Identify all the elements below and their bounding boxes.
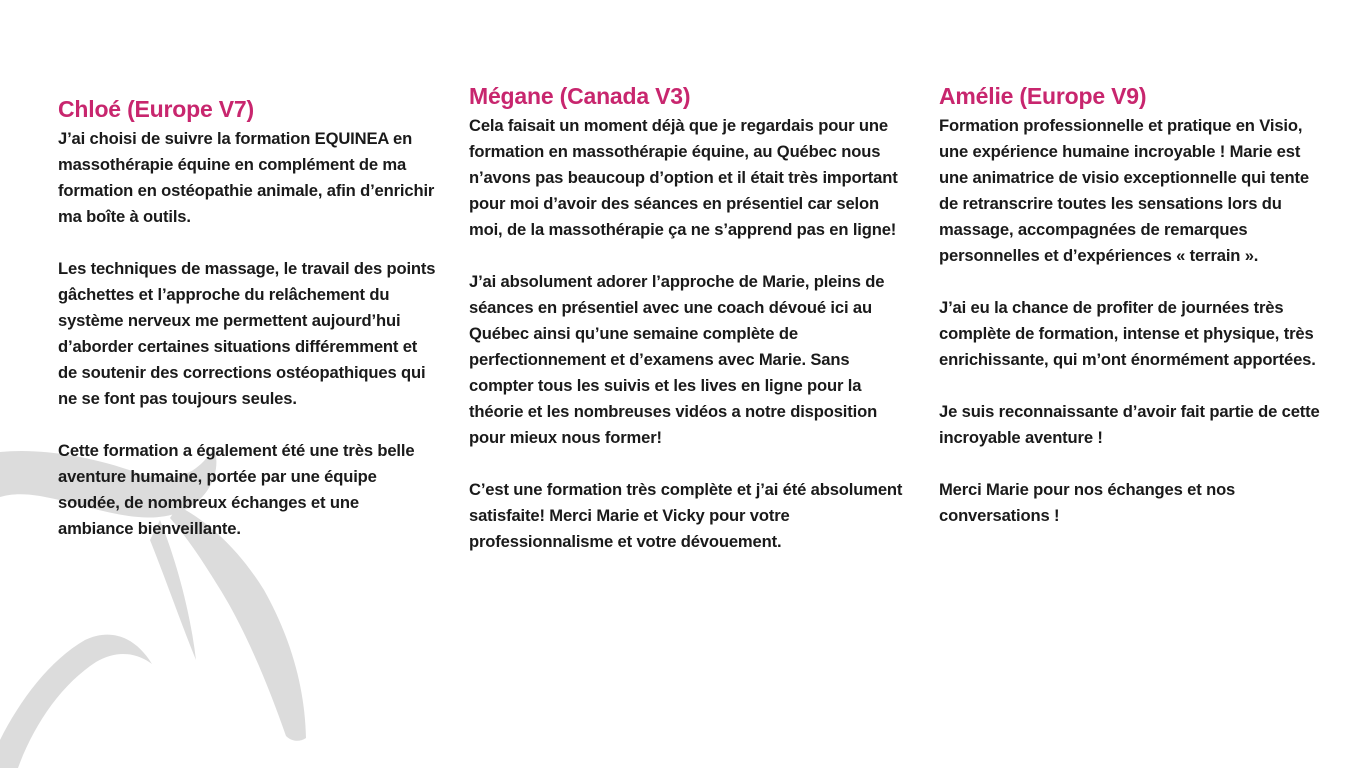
- testimonial-paragraph: Merci Marie pour nos échanges et nos conversations !: [939, 480, 1236, 525]
- testimonial-paragraph: J’ai eu la chance de profiter de journées très complète de formation, intense et physique, très enrichissante, qui m’ont énormément apportées.: [939, 298, 1316, 369]
- testimonial-paragraph: Je suis reconnaissante d’avoir fait partie de cette incroyable aventure !: [939, 402, 1320, 447]
- testimonial-amelie: [939, 81, 1331, 529]
- testimonial-paragraph: J’ai choisi de suivre la formation EQUINEA en massothérapie équine en complément de ma formation en ostéopathie animale, afin d’enrichir ma boîte à outils.: [58, 129, 435, 226]
- testimonial-author: Mégane (Canada V3): [469, 83, 691, 109]
- testimonial-author: Amélie (Europe V9): [939, 83, 1147, 109]
- testimonial-paragraph: C’est une formation très complète et j’ai été absolument satisfaite! Merci Marie et Vicky pour votre professionnalisme et votre dévouement.: [469, 480, 903, 551]
- testimonial-paragraph: Cela faisait un moment déjà que je regardais pour une formation en massothérapie équine, au Québec nous n’avons pas beaucoup d’option et il était très important pour moi d’avoir des séances en présentiel car selon moi, de la massothérapie ça ne s’apprend pas en ligne!: [469, 116, 898, 239]
- testimonial-paragraph: Les techniques de massage, le travail des points gâchettes et l’approche du relâchement du système nerveux me permettent aujourd’hui d’aborder certaines situations différemment et de soutenir des corrections ostéopathiques qui ne se font pas toujours seules.: [58, 259, 436, 408]
- testimonial-chloe: [58, 94, 436, 542]
- testimonial-paragraph: J’ai absolument adorer l’approche de Marie, pleins de séances en présentiel avec une coach dévoué ici au Québec ainsi qu’une semaine complète de perfectionnement et d’examens avec Marie. Sans compter tous les suivis et les lives en ligne pour la théorie et les nombreuses vidéos a notre disposition pour mieux nous former!: [469, 272, 885, 447]
- testimonial-paragraph: Formation professionnelle et pratique en Visio, une expérience humaine incroyable ! Marie est une animatrice de visio exceptionnelle qui tente de retranscrire toutes les sensations lors du massage, accompagnées de remarques personnelles et d’expériences « terrain ».: [939, 116, 1309, 265]
- testimonial-author: Chloé (Europe V7): [58, 96, 254, 122]
- testimonial-paragraph: Cette formation a également été une très belle aventure humaine, portée par une équipe soudée, de nombreux échanges et une ambiance bienveillante.: [58, 441, 415, 538]
- testimonial-megane: [469, 81, 904, 555]
